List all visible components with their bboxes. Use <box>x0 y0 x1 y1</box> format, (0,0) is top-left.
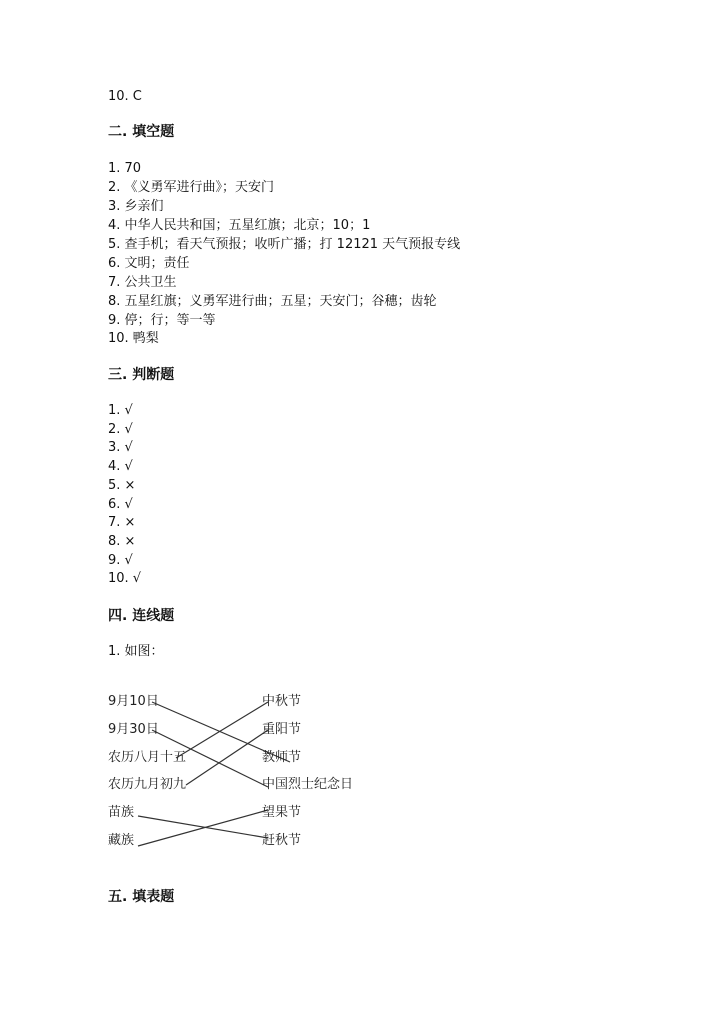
fill-blank-item: 8. 五星红旗；义勇军进行曲；五星；天安门；谷穗；齿轮 <box>108 294 437 309</box>
judge-item: 9. √ <box>108 553 133 568</box>
fill-blank-item: 6. 文明；责任 <box>108 256 190 271</box>
fill-blank-item: 2. 《义勇军进行曲》；天安门 <box>108 180 275 195</box>
match-line-double-ninth <box>186 730 268 785</box>
fill-blank-item: 5. 查手机；看天气预报；收听广播；打 12121 天气预报专线 <box>108 237 461 252</box>
judge-item: 8. × <box>108 534 136 549</box>
match-left-item: 农历九月初九 <box>108 777 187 792</box>
judge-item: 10. √ <box>108 571 142 586</box>
match-left-item: 农历八月十五 <box>108 750 187 765</box>
matching-lines <box>100 688 370 858</box>
matching-intro: 1. 如图： <box>108 644 164 659</box>
fill-blank-item: 1. 70 <box>108 161 142 176</box>
judge-item: 6. √ <box>108 497 133 512</box>
match-line-tibetan <box>138 810 268 846</box>
match-left-item: 藏族 <box>108 833 135 848</box>
match-right-item: 教师节 <box>262 750 302 765</box>
section-judge-title: 三. 判断题 <box>108 367 175 383</box>
match-right-item: 赶秋节 <box>262 833 302 848</box>
judge-item: 3. √ <box>108 440 133 455</box>
match-line-miao <box>138 816 268 838</box>
match-right-item: 重阳节 <box>262 722 302 737</box>
match-left-item: 9月10日 <box>108 694 159 709</box>
match-line-mid-autumn <box>176 702 268 758</box>
fill-blank-item: 10. 鸭梨 <box>108 331 159 346</box>
section-table-title: 五. 填表题 <box>108 889 175 905</box>
fill-blank-item: 4. 中华人民共和国；五星红旗；北京；10；1 <box>108 218 371 233</box>
judge-item: 1. √ <box>108 403 133 418</box>
judge-item: 7. × <box>108 515 136 530</box>
match-right-item: 望果节 <box>262 805 302 820</box>
judge-item: 5. × <box>108 478 136 493</box>
match-left-item: 苗族 <box>108 805 135 820</box>
fill-blank-item: 7. 公共卫生 <box>108 275 177 290</box>
fill-blank-item: 3. 乡亲们 <box>108 199 164 214</box>
section-fill-blank-title: 二. 填空题 <box>108 124 175 140</box>
match-right-item: 中国烈士纪念日 <box>262 777 354 792</box>
judge-item: 4. √ <box>108 459 133 474</box>
section-matching-title: 四. 连线题 <box>108 608 175 624</box>
match-left-item: 9月30日 <box>108 722 159 737</box>
fill-blank-item: 9. 停；行；等一等 <box>108 313 216 328</box>
match-right-item: 中秋节 <box>262 694 302 709</box>
answer-10-choice: 10. C <box>108 89 142 104</box>
judge-item: 2. √ <box>108 422 133 437</box>
